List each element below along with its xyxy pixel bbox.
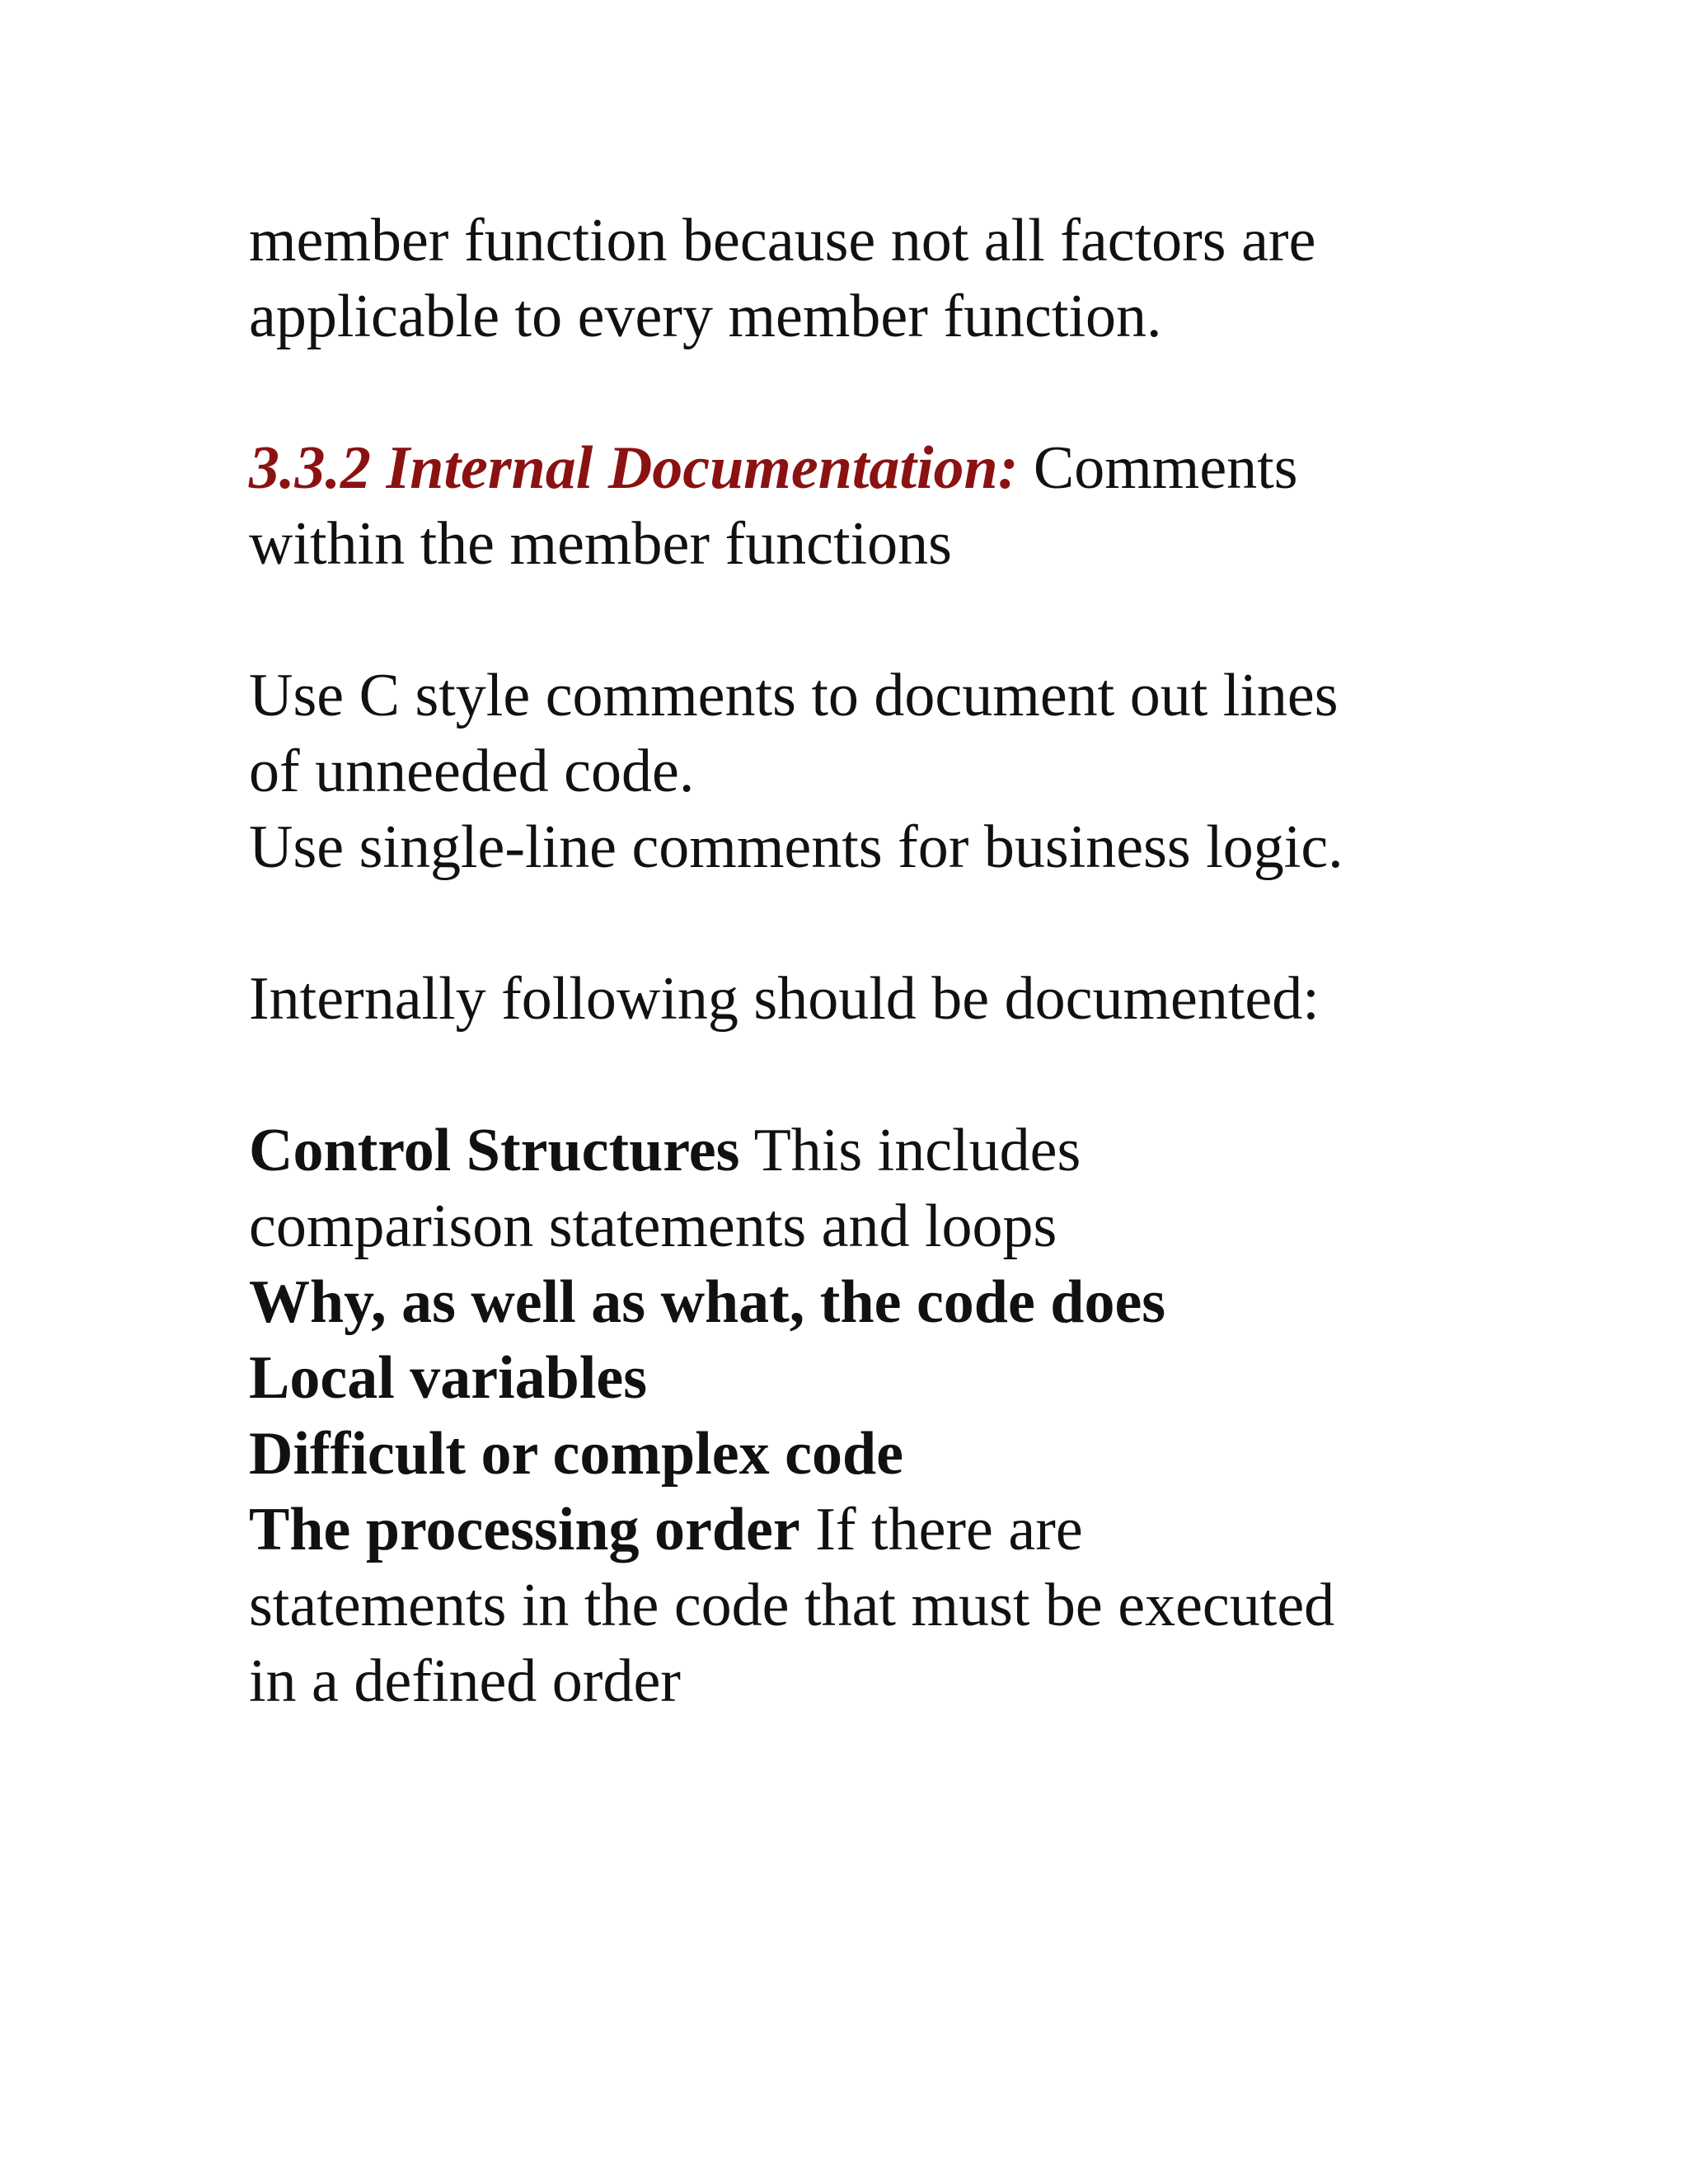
usage-line-3: Use single-line comments for business logic.: [249, 813, 1343, 881]
item-why: Why, as well as what, the code does: [249, 1268, 1166, 1336]
item-difficult-code: Difficult or complex code: [249, 1420, 903, 1488]
spacer: [249, 1037, 1535, 1113]
item-processing-order: [249, 1492, 1535, 1568]
section-heading: 3.3.2 Internal Documentation:: [249, 434, 1019, 502]
spacer: [249, 885, 1535, 961]
intro-line-1: member function because not all factors are: [249, 207, 1316, 274]
spacer: [249, 354, 1535, 430]
internal-intro: Internally following should be documented:: [249, 965, 1320, 1033]
item-term: Control Structures: [249, 1117, 740, 1184]
usage-line-1: Use C style comments to document out lines: [249, 662, 1339, 729]
item-local-variables: Local variables: [249, 1344, 648, 1412]
item-desc: This includes: [739, 1117, 1081, 1184]
item-desc-cont: in a defined order: [249, 1647, 681, 1715]
section-heading-line: [249, 430, 1535, 506]
item-desc-cont: statements in the code that must be executed: [249, 1572, 1335, 1639]
document-page: [249, 203, 1535, 1719]
usage-line-2: of unneeded code.: [249, 738, 695, 805]
section-text-1: Comments: [1018, 434, 1298, 502]
section-text-2: within the member functions: [249, 510, 952, 578]
item-control-structures: [249, 1113, 1535, 1188]
item-term: The processing order: [249, 1496, 800, 1563]
intro-line-2: applicable to every member function.: [249, 283, 1162, 350]
item-desc: If there are: [799, 1496, 1083, 1563]
item-desc-cont: comparison statements and loops: [249, 1193, 1057, 1260]
spacer: [249, 582, 1535, 658]
